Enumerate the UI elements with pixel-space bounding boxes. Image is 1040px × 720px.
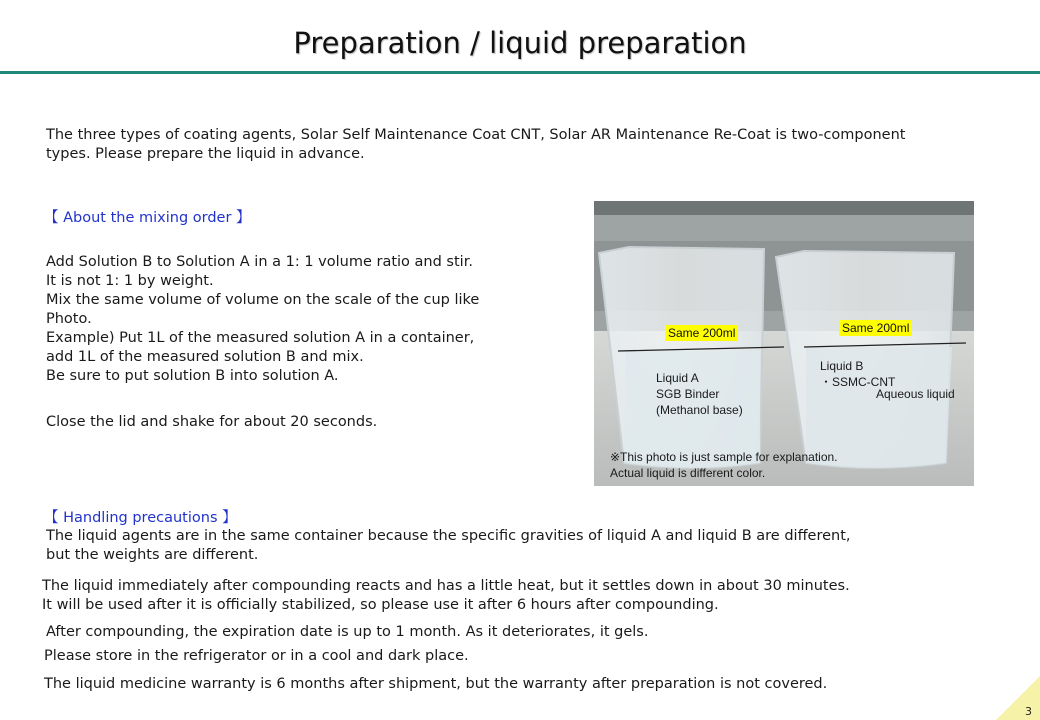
aqueous-label: Aqueous liquid [876,387,955,401]
liquid-a-amount-label: Same 200ml [665,325,738,341]
liquid-a-line-3: (Methanol base) [656,403,743,417]
intro-paragraph: The three types of coating agents, Solar Self Maintenance Coat CNT, Solar AR Maintenance Re-Coat is two-component types. Please prepare the liquid in advance. [46,127,906,162]
liquid-a-line-1: Liquid A [656,371,699,385]
precaution-expiration: After compounding, the expiration date is up to 1 month. As it deteriorates, it gels. [46,624,649,640]
precaution-storage: Please store in the refrigerator or in a cool and dark place. [44,648,469,664]
beakers-photo [594,201,974,486]
page-title: Preparation / liquid preparation [293,26,747,60]
corner-decoration [996,676,1040,720]
photo-note-line-2: Actual liquid is different color. [610,466,766,480]
shake-instruction: Close the lid and shake for about 20 seconds. [46,414,378,430]
precaution-warranty: The liquid medicine warranty is 6 months after shipment, but the warranty after preparation is not covered. [44,676,828,692]
liquid-b-amount-label: Same 200ml [839,320,912,336]
mixing-instructions: Add Solution B to Solution A in a 1: 1 volume ratio and stir. It is not 1: 1 by weight. Mix the same volume of volume on the scale of the cup like Photo. Example) Put 1L of the measured solution A in a container, add 1L of the measured solution B and mix. Be sure to put solution B into solution A. [46,254,480,384]
photo-note-line-1: ※This photo is just sample for explanation. [610,450,838,464]
handling-precautions-heading: 【 Handling precautions 】 [44,510,237,526]
liquid-b-line-1: Liquid B [820,359,864,373]
mixing-order-heading: 【 About the mixing order 】 [44,210,251,226]
title-divider [0,71,1040,74]
precaution-gravity: The liquid agents are in the same container because the specific gravities of liquid A and liquid B are different, but the weights are different. [46,528,851,563]
liquid-a-line-2: SGB Binder [656,387,720,401]
liquid-b-line-2: ・SSMC-CNT [820,375,896,389]
precaution-heat: The liquid immediately after compounding reacts and has a little heat, but it settles down in about 30 minutes. It will be used after it is officially stabilized, so please use it after 6 hours after compounding. [42,578,850,613]
page-number: 3 [1025,705,1032,718]
